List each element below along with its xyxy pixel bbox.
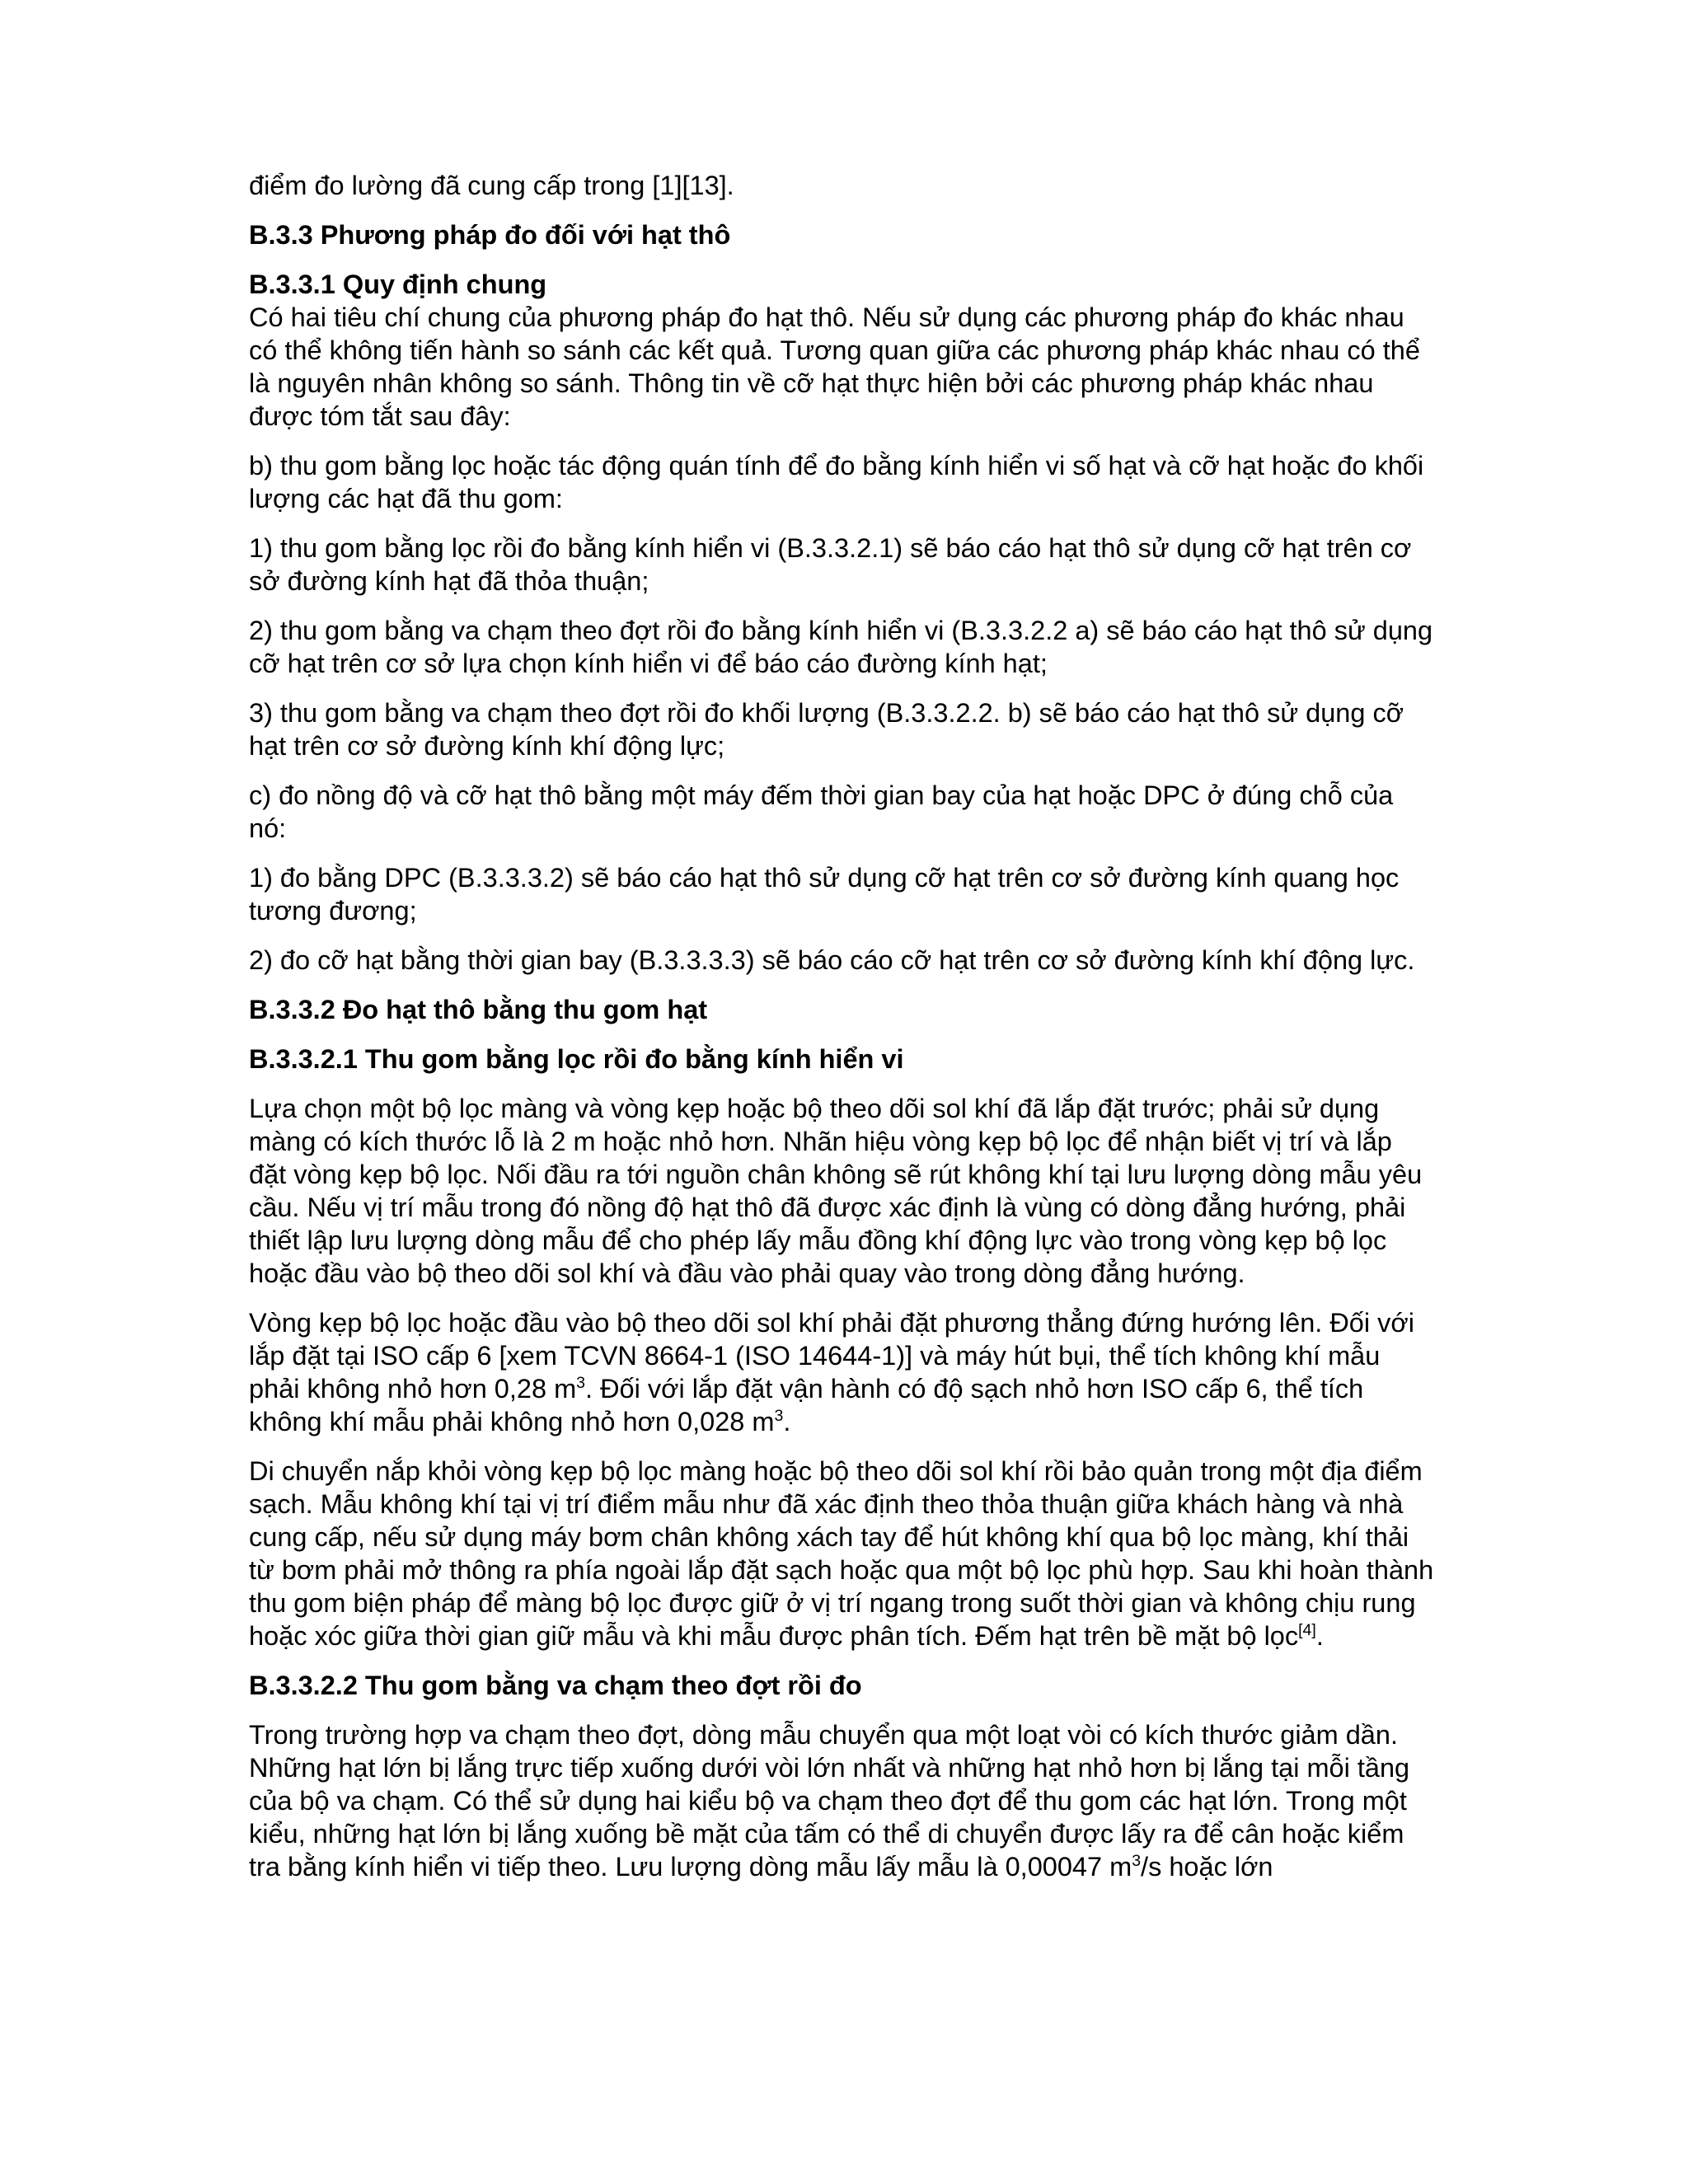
heading-b3331: B.3.3.1 Quy định chung	[249, 269, 547, 299]
paragraph-item-b3: 3) thu gom bằng va chạm theo đợt rồi đo khối lượng (B.3.3.2.2. b) sẽ báo cáo hạt thô sử dụng cỡ hạt trên cơ sở đường kính khí động lực;	[249, 698, 1404, 761]
paragraph-item-b: b) thu gom bằng lọc hoặc tác động quán tính để đo bằng kính hiển vi số hạt và cỡ hạt hoặc đo khối lượng các hạt đã thu gom:	[249, 451, 1424, 513]
paragraph-item-c1: 1) đo bằng DPC (B.3.3.3.2) sẽ báo cáo hạt thô sử dụng cỡ hạt trên cơ sở đường kính quang học tương đương;	[249, 863, 1400, 926]
heading-b33322: B.3.3.2.2 Thu gom bằng va chạm theo đợt rồi đo	[249, 1671, 862, 1700]
superscript: 3	[1132, 1852, 1142, 1871]
heading-b333: B.3.3 Phương pháp đo đối với hạt thô	[249, 220, 731, 250]
paragraph-item-c: c) đo nồng độ và cỡ hạt thô bằng một máy đếm thời gian bay của hạt hoặc DPC ở đúng chỗ của nó:	[249, 780, 1394, 843]
paragraph-filter-3	[249, 1455, 1436, 1652]
text-run: Trong trường hợp va chạm theo đợt, dòng mẫu chuyển qua một loạt vòi có kích thước giảm dần. Những hạt lớn bị lắng trực tiếp xuống dưới vòi lớn nhất và những hạt nhỏ hơn bị lắng tại mỗi tầng của bộ va chạm. Có thể sử dụng hai kiểu bộ va chạm theo đợt để thu gom các hạt lớn. Trong một kiểu, những hạt lớn bị lắng xuống bề mặt của tấm có thể di chuyển được lấy ra để cân hoặc kiểm tra bằng kính hiển vi tiếp theo. Lưu lượng dòng mẫu lấy mẫu là 0,00047 m	[249, 1720, 1410, 1882]
reference-superscript: [4]	[1298, 1621, 1316, 1640]
document-page	[249, 169, 1436, 1883]
paragraph-item-b1: 1) thu gom bằng lọc rồi đo bằng kính hiển vi (B.3.3.2.1) sẽ báo cáo hạt thô sử dụng cỡ hạt trên cơ sở đường kính hạt đã thỏa thuận;	[249, 533, 1412, 596]
paragraph-intro-tail: điểm đo lường đã cung cấp trong [1][13].	[249, 171, 734, 200]
text-run: Vòng kẹp bộ lọc hoặc đầu vào bộ theo dõi sol khí phải đặt phương thẳng đứng hướng lên. Đối với lắp đặt tại ISO cấp 6 [xem TCVN 8664-1 (ISO 14644-1)] và máy hút bụi, thể tích không khí mẫu phải không nhỏ hơn 0,28 m	[249, 1308, 1414, 1404]
text-run: /s hoặc lớn	[1141, 1852, 1273, 1882]
text-run: Di chuyển nắp khỏi vòng kẹp bộ lọc màng hoặc bộ theo dõi sol khí rồi bảo quản trong một địa điểm sạch. Mẫu không khí tại vị trí điểm mẫu như đã xác định theo thỏa thuận giữa khách hàng và nhà cung cấp, nếu sử dụng máy bơm chân không xách tay để hút không khí qua bộ lọc màng, khí thải từ bơm phải mở thông ra phía ngoài lắp đặt sạch hoặc qua một bộ lọc phù hợp. Sau khi hoàn thành thu gom biện pháp để màng bộ lọc được giữ ở vị trí ngang trong suốt thời gian và không chịu rung hoặc xóc giữa thời gian giữ mẫu và khi mẫu được phân tích. Đếm hạt trên bề mặt bộ lọc	[249, 1456, 1434, 1651]
heading-b33321: B.3.3.2.1 Thu gom bằng lọc rồi đo bằng kính hiển vi	[249, 1044, 904, 1074]
paragraph-item-b2: 2) thu gom bằng va chạm theo đợt rồi đo bằng kính hiển vi (B.3.3.2.2 a) sẽ báo cáo hạt thô sử dụng cỡ hạt trên cơ sở lựa chọn kính hiển vi để báo cáo đường kính hạt;	[249, 616, 1433, 678]
paragraph-impactor	[249, 1718, 1436, 1883]
superscript: 3	[774, 1407, 784, 1426]
superscript: 3	[576, 1374, 586, 1393]
text-run: .	[1315, 1621, 1324, 1651]
paragraph-filter-2	[249, 1306, 1436, 1438]
paragraph-general: Có hai tiêu chí chung của phương pháp đo hạt thô. Nếu sử dụng các phương pháp đo khác nhau có thể không tiến hành so sánh các kết quả. Tương quan giữa các phương pháp khác nhau có thể là nguyên nhân không so sánh. Thông tin về cỡ hạt thực hiện bởi các phương pháp khác nhau được tóm tắt sau đây:	[249, 302, 1420, 431]
paragraph-item-c2: 2) đo cỡ hạt bằng thời gian bay (B.3.3.3.3) sẽ báo cáo cỡ hạt trên cơ sở đường kính khí động lực.	[249, 945, 1415, 975]
text-run: . Đối với lắp đặt vận hành có độ sạch nhỏ hơn ISO cấp 6, thể tích không khí mẫu phải không nhỏ hơn 0,028 m	[249, 1374, 1364, 1436]
heading-b3332: B.3.3.2 Đo hạt thô bằng thu gom hạt	[249, 995, 708, 1024]
paragraph-filter-1: Lựa chọn một bộ lọc màng và vòng kẹp hoặc bộ theo dõi sol khí đã lắp đặt trước; phải sử dụng màng có kích thước lỗ là 2 m hoặc nhỏ hơn. Nhãn hiệu vòng kẹp bộ lọc để nhận biết vị trí và lắp đặt vòng kẹp bộ lọc. Nối đầu ra tới nguồn chân không sẽ rút không khí tại lưu lượng dòng mẫu yêu cầu. Nếu vị trí mẫu trong đó nồng độ hạt thô đã được xác định là vùng có dòng đẳng hướng, phải thiết lập lưu lượng dòng mẫu để cho phép lấy mẫu đồng khí động lực vào trong vòng kẹp bộ lọc hoặc đầu vào bộ theo dõi sol khí và đầu vào phải quay vào trong dòng đẳng hướng.	[249, 1094, 1423, 1288]
text-run: .	[783, 1407, 791, 1436]
